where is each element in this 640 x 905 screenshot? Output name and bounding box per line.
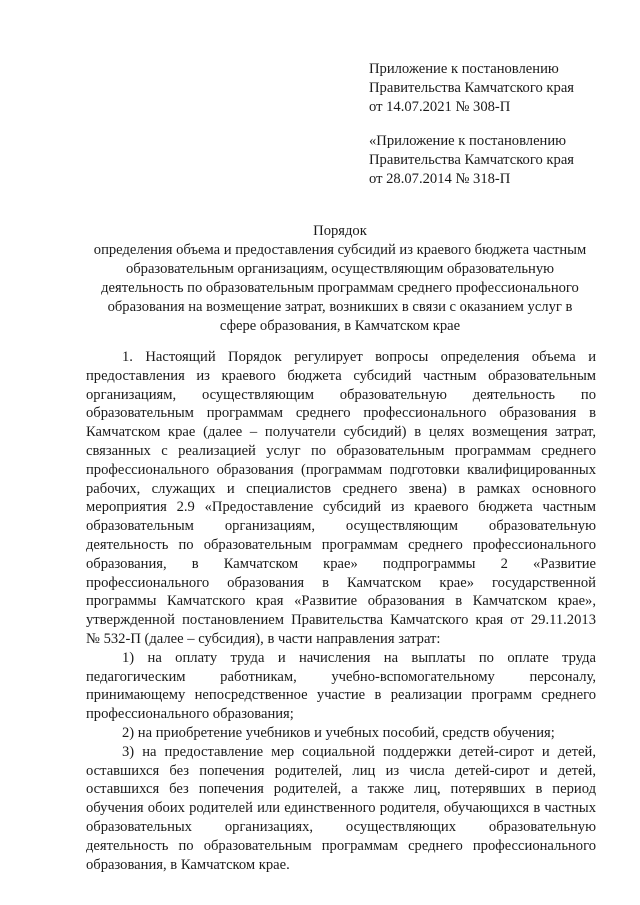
- annex-line: Правительства Камчатского края: [369, 80, 575, 96]
- body-line: образовательным программам среднего профессионального образования в: [86, 405, 596, 422]
- body-line: организациям, осуществляющим образовательную деятельность по: [86, 386, 596, 403]
- body-line: образовательным организациям, осуществляющим образовательную: [86, 518, 596, 535]
- body-line: 1. Настоящий Порядок регулирует вопросы определения объема и: [122, 349, 596, 365]
- title-line: деятельность по образовательным программам среднего профессионального: [101, 280, 579, 296]
- document-title: [60, 222, 620, 336]
- body-line: профессионального образования (программам подготовки квалифицированных: [86, 461, 596, 478]
- body-line: 3) на предоставление мер социальной поддержки детей-сирот и детей,: [122, 743, 596, 760]
- body-line: деятельность по образовательным программам среднего профессионального: [86, 837, 596, 854]
- annex-line: Правительства Камчатского края: [369, 152, 575, 168]
- body-line: деятельность по образовательным программам среднего профессионального: [86, 536, 596, 553]
- body-line: мероприятия 2.9 «Предоставление субсидий из краевого бюджета частным: [86, 499, 596, 516]
- body-line: образования, в Камчатском крае» подпрограммы 2 «Развитие: [86, 555, 596, 572]
- body-line: принимающему непосредственное участие в реализации программ среднего: [86, 687, 596, 704]
- annex-line: Приложение к постановлению: [369, 61, 559, 77]
- title-line: определения объема и предоставления субсидий из краевого бюджета частным: [93, 242, 587, 258]
- title-line: образования на возмещение затрат, возникших в связи с оказанием услуг в: [107, 299, 573, 315]
- annex-line: «Приложение к постановлению: [369, 133, 567, 149]
- annex-header-previous: [369, 132, 619, 189]
- body-line: профессионального образования в Камчатском крае» государственной: [86, 574, 596, 591]
- body-line: программы Камчатского края «Развитие образования в Камчатском крае»,: [86, 593, 596, 610]
- title-line: образовательным организациям, осуществляющим образовательную: [125, 261, 555, 277]
- annex-line: от 14.07.2021 № 308-П: [369, 99, 511, 115]
- annex-line: от 28.07.2014 № 318-П: [369, 171, 511, 187]
- body-line: оставшихся без попечения родителей, лиц из числа детей-сирот и детей,: [86, 762, 596, 779]
- document-body: [86, 348, 596, 874]
- body-line: предоставления из краевого бюджета субсидий частным образовательным: [86, 367, 596, 384]
- title-heading: Порядок: [313, 223, 367, 239]
- body-line: оставшихся без попечения родителей, а также лиц, потерявших в период: [86, 781, 596, 798]
- body-line: образовательных организациях, осуществляющих образовательную: [86, 818, 596, 835]
- body-line: рабочих, служащих и специалистов среднего звена) в рамках основного: [86, 480, 596, 497]
- body-line: связанных с реализацией услуг по образовательным программам среднего: [86, 442, 596, 459]
- body-line: 1) на оплату труда и начисления на выплаты по оплате труда: [122, 649, 596, 666]
- body-line: утвержденной постановлением Правительства Камчатского края от 29.11.2013: [86, 612, 596, 629]
- body-line: профессионального образования;: [86, 706, 294, 723]
- body-line: № 532-П (далее – субсидия), в части направления затрат:: [86, 630, 441, 647]
- body-line: образования, в Камчатском крае.: [86, 856, 290, 873]
- annex-header-current: [369, 60, 619, 117]
- body-line: Камчатском крае (далее – получатели субсидий) в целях возмещения затрат,: [86, 424, 596, 441]
- body-line: педагогическим работникам, учебно-вспомогательному персоналу,: [86, 668, 596, 685]
- title-line: сфере образования, в Камчатском крае: [219, 318, 461, 334]
- body-line: 2) на приобретение учебников и учебных пособий, средств обучения;: [122, 724, 555, 741]
- body-line: обучения обоих родителей или единственного родителя, обучающихся в частных: [86, 800, 596, 817]
